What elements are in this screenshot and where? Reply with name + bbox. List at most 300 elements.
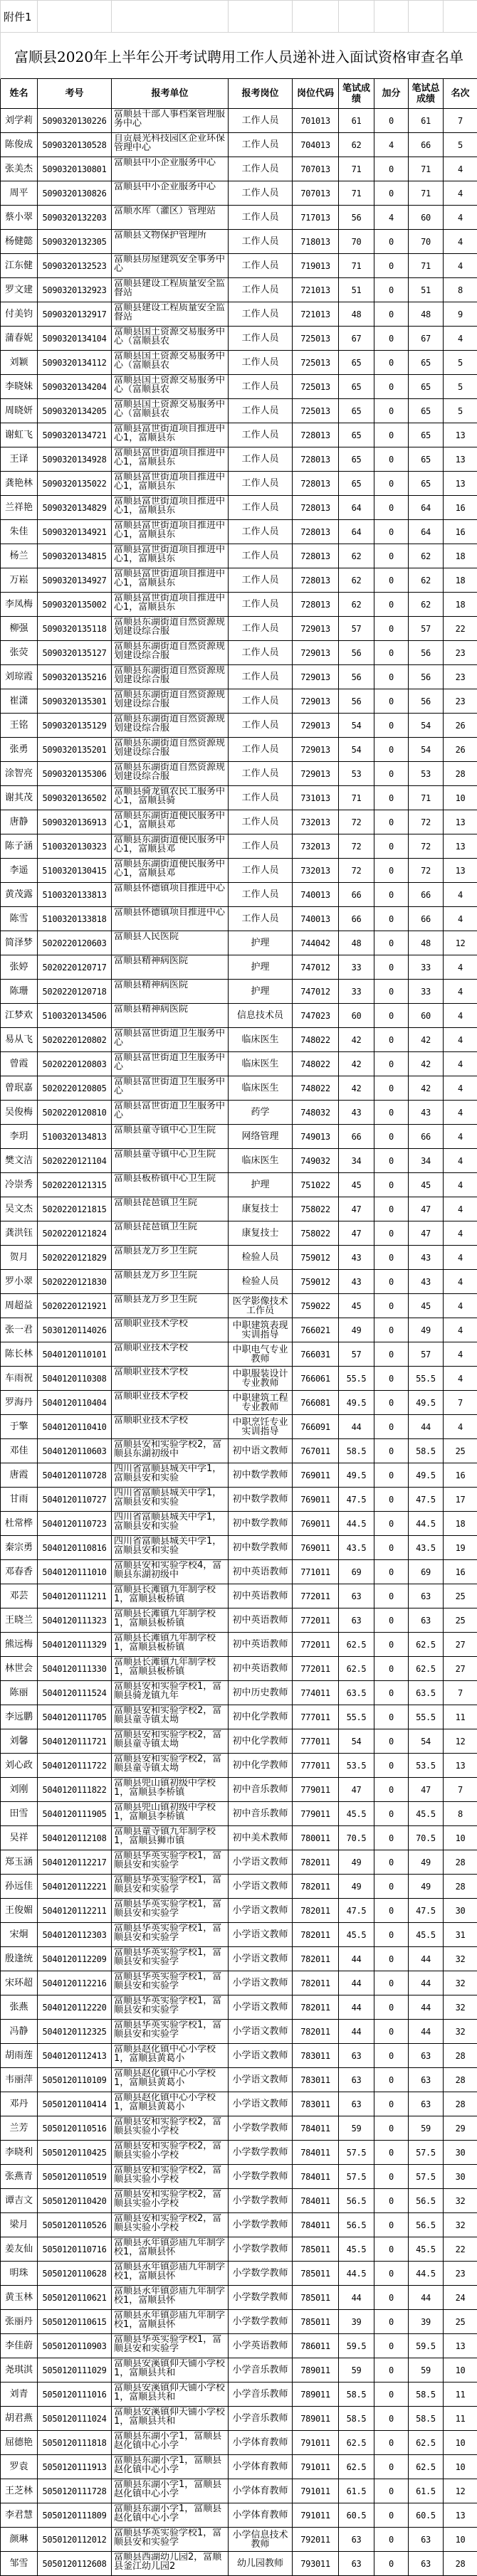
cell-unit xyxy=(112,496,229,520)
cell-position: 工作人员 xyxy=(229,834,293,859)
cell-name: 兰芳 xyxy=(1,2116,38,2141)
cell-rank: 4 xyxy=(444,1415,477,1439)
cell-name: 陈丽 xyxy=(1,1681,38,1705)
cell-bonus: 0 xyxy=(374,1173,409,1197)
cell-position: 工作人员 xyxy=(229,665,293,689)
cell-position-code: 791011 xyxy=(293,2479,339,2503)
cell-exam-number: 5050120111029 xyxy=(38,2358,112,2382)
cell-exam-number: 5040120112413 xyxy=(38,2044,112,2068)
cell-rank: 13 xyxy=(444,1754,477,1778)
cell-exam-number: 5090320135129 xyxy=(38,714,112,738)
cell-exam-number: 5050120111024 xyxy=(38,2407,112,2431)
cell-exam-number: 5090320134205 xyxy=(38,399,112,423)
cell-exam-number: 5090320135127 xyxy=(38,641,112,665)
cell-bonus: 0 xyxy=(374,810,409,834)
cell-rank: 32 xyxy=(444,2020,477,2044)
cell-written-score: 66 xyxy=(339,883,374,907)
table-row xyxy=(1,2262,477,2286)
cell-rank: 13 xyxy=(444,859,477,883)
cell-name: 唐静 xyxy=(1,810,38,834)
cell-name: 周平 xyxy=(1,181,38,206)
cell-unit xyxy=(112,1778,229,1802)
unit-text: 富顺县国土资源交易服务中心（富顺县农 xyxy=(114,351,228,370)
cell-name: 唐霞 xyxy=(1,1463,38,1488)
cell-name: 涂智亮 xyxy=(1,762,38,786)
table-row xyxy=(1,1463,477,1488)
cell-written-score: 55.5 xyxy=(339,1367,374,1391)
cell-unit xyxy=(112,181,229,206)
cell-written-score: 72 xyxy=(339,810,374,834)
header-total-score: 笔试总成绩 xyxy=(409,79,444,109)
cell-name: 颜琳 xyxy=(1,2528,38,2552)
cell-written-score: 59.5 xyxy=(339,2334,374,2358)
cell-unit xyxy=(112,1463,229,1488)
cell-name: 陈雪 xyxy=(1,907,38,931)
cell-unit xyxy=(112,617,229,641)
cell-written-score: 58.5 xyxy=(339,1439,374,1463)
cell-name: 谢其茂 xyxy=(1,786,38,810)
unit-text: 富顺县富世街道项目推进中心1，富顺县东 xyxy=(114,593,228,612)
cell-written-score: 44 xyxy=(339,2286,374,2310)
cell-bonus: 0 xyxy=(374,1584,409,1608)
unit-text: 富顺县东湖街道便民服务中心1，富顺县邓 xyxy=(114,835,228,854)
cell-name: 柳强 xyxy=(1,617,38,641)
cell-position-code: 772011 xyxy=(293,1657,339,1681)
cell-written-score: 69 xyxy=(339,1560,374,1584)
cell-bonus: 0 xyxy=(374,1681,409,1705)
attachment-row xyxy=(1,1,477,33)
cell-position: 小学语文教师 xyxy=(229,2092,293,2116)
cell-exam-number: 5090320135216 xyxy=(38,665,112,689)
cell-exam-number: 5090320136502 xyxy=(38,786,112,810)
cell-unit xyxy=(112,2213,229,2237)
header-unit: 报考单位 xyxy=(112,79,229,109)
cell-position: 护理 xyxy=(229,980,293,1004)
table-row xyxy=(1,133,477,157)
cell-unit xyxy=(112,883,229,907)
cell-exam-number: 5050120110621 xyxy=(38,2286,112,2310)
cell-name: 刘馨 xyxy=(1,1729,38,1754)
cell-exam-number: 5040120111822 xyxy=(38,1778,112,1802)
unit-text: 富顺县东湖小学1，富顺县赵化镇中心小学 xyxy=(114,2432,228,2450)
cell-position: 小学数学教师 xyxy=(229,2237,293,2262)
cell-bonus: 0 xyxy=(374,907,409,931)
cell-bonus: 0 xyxy=(374,641,409,665)
unit-text: 富顺县永年镇彭庙九年制学校1，富顺县怀 xyxy=(114,2262,228,2281)
cell-position-code: 728013 xyxy=(293,544,339,568)
cell-exam-number: 5090320135022 xyxy=(38,472,112,496)
table-row xyxy=(1,1536,477,1560)
cell-written-score: 34 xyxy=(339,1149,374,1173)
cell-position: 小学体育教师 xyxy=(229,2455,293,2479)
cell-position: 小学音乐教师 xyxy=(229,2382,293,2407)
cell-written-score: 56 xyxy=(339,206,374,230)
cell-name: 邓春香 xyxy=(1,1560,38,1584)
cell-position: 小学数学教师 xyxy=(229,2189,293,2213)
cell-exam-number: 5020220121104 xyxy=(38,1149,112,1173)
cell-exam-number: 5040120111705 xyxy=(38,1705,112,1729)
table-row xyxy=(1,496,477,520)
cell-unit xyxy=(112,1512,229,1536)
cell-position-code: 766021 xyxy=(293,1318,339,1342)
cell-bonus: 0 xyxy=(374,2189,409,2213)
table-row xyxy=(1,2503,477,2528)
cell-position-code: 729013 xyxy=(293,762,339,786)
unit-text: 四川省富顺县城关中学1，富顺县安和实验 xyxy=(114,1464,228,1483)
cell-unit xyxy=(112,1052,229,1076)
table-row xyxy=(1,423,477,447)
cell-rank: 9 xyxy=(444,302,477,327)
cell-position: 信息技术员 xyxy=(229,1004,293,1028)
cell-written-score: 44 xyxy=(339,1971,374,1995)
unit-text: 富顺县东湖街道自然资源规划建设综合服 xyxy=(114,763,228,781)
unit-text: 富顺县文物保护管理所 xyxy=(114,230,228,240)
cell-total-score: 57.5 xyxy=(409,2165,444,2189)
cell-written-score: 62 xyxy=(339,593,374,617)
cell-name: 罗袁 xyxy=(1,2455,38,2479)
unit-text: 富顺县安和实验学校2，富顺县童寺镇太坳 xyxy=(114,1730,228,1749)
cell-unit xyxy=(112,2092,229,2116)
unit-text: 富顺县华英实验学校1，富顺县安和实验学 xyxy=(114,2528,228,2547)
cell-bonus: 0 xyxy=(374,1729,409,1754)
cell-rank: 4 xyxy=(444,1342,477,1367)
cell-position-code: 792011 xyxy=(293,2528,339,2552)
unit-text: 富顺县房屋建筑安全事务中心 xyxy=(114,255,228,273)
cell-name: 冯静 xyxy=(1,2020,38,2044)
cell-bonus: 0 xyxy=(374,2116,409,2141)
cell-total-score: 57.5 xyxy=(409,2141,444,2165)
unit-text: 富顺县龙万乡卫生院 xyxy=(114,1246,228,1256)
cell-position-code: 772011 xyxy=(293,1584,339,1608)
cell-exam-number: 5050120111809 xyxy=(38,2503,112,2528)
cell-rank: 4 xyxy=(444,955,477,980)
cell-rank: 4 xyxy=(444,254,477,278)
cell-unit xyxy=(112,2479,229,2503)
cell-position: 小学数学教师 xyxy=(229,2141,293,2165)
cell-written-score: 56 xyxy=(339,641,374,665)
cell-bonus: 0 xyxy=(374,2092,409,2116)
unit-text: 富顺县兜山镇初级中学校1，富顺县李桥镇 xyxy=(114,1779,228,1797)
cell-written-score: 65 xyxy=(339,447,374,472)
cell-position: 小学语文教师 xyxy=(229,1899,293,1923)
cell-position: 工作人员 xyxy=(229,738,293,762)
cell-total-score: 54 xyxy=(409,738,444,762)
cell-bonus: 0 xyxy=(374,738,409,762)
cell-bonus: 0 xyxy=(374,1971,409,1995)
cell-position: 小学语文教师 xyxy=(229,1850,293,1875)
unit-text: 富顺县安和实验学校2，富顺县东湖初级中 xyxy=(114,1440,228,1458)
cell-written-score: 45 xyxy=(339,1294,374,1318)
cell-position-code: 749013 xyxy=(293,1125,339,1149)
table-row xyxy=(1,109,477,133)
cell-bonus: 0 xyxy=(374,1923,409,1947)
cell-name: 张丽丹 xyxy=(1,2310,38,2334)
cell-unit xyxy=(112,1657,229,1681)
title-row xyxy=(1,33,477,79)
cell-written-score: 62.5 xyxy=(339,1657,374,1681)
table-row xyxy=(1,1197,477,1221)
cell-name: 熊远梅 xyxy=(1,1633,38,1657)
cell-position: 工作人员 xyxy=(229,278,293,302)
table-row xyxy=(1,230,477,254)
cell-bonus: 0 xyxy=(374,254,409,278)
cell-exam-number: 5020220121815 xyxy=(38,1197,112,1221)
cell-unit xyxy=(112,206,229,230)
table-row xyxy=(1,786,477,810)
cell-position-code: 747023 xyxy=(293,1004,339,1028)
cell-total-score: 71 xyxy=(409,254,444,278)
cell-position-code: 766061 xyxy=(293,1367,339,1391)
cell-exam-number: 5050120110716 xyxy=(38,2237,112,2262)
unit-text: 富顺县东湖街道自然资源规划建设综合服 xyxy=(114,642,228,660)
cell-position-code: 782011 xyxy=(293,1875,339,1899)
cell-bonus: 0 xyxy=(374,520,409,544)
cell-exam-number: 5040120112209 xyxy=(38,1947,112,1971)
cell-rank: 13 xyxy=(444,447,477,472)
cell-rank: 11 xyxy=(444,2407,477,2431)
cell-written-score: 63.5 xyxy=(339,1681,374,1705)
unit-text: 富顺水库（灌区）管理站 xyxy=(114,206,228,216)
table-row xyxy=(1,1705,477,1729)
cell-rank: 32 xyxy=(444,1971,477,1995)
cell-position: 初中语文教师 xyxy=(229,1439,293,1463)
cell-rank: 23 xyxy=(444,689,477,714)
cell-position: 工作人员 xyxy=(229,109,293,133)
table-row xyxy=(1,1028,477,1052)
cell-written-score: 63 xyxy=(339,2528,374,2552)
cell-rank: 22 xyxy=(444,2237,477,2262)
table-row xyxy=(1,2286,477,2310)
cell-bonus: 0 xyxy=(374,568,409,593)
unit-text: 富顺县安溪镇仰天铺小学校1，富顺县共和 xyxy=(114,2383,228,2402)
cell-exam-number: 5020220121315 xyxy=(38,1173,112,1197)
cell-bonus: 0 xyxy=(374,1415,409,1439)
cell-name: 王俊媚 xyxy=(1,1899,38,1923)
cell-rank: 25 xyxy=(444,1439,477,1463)
table-row xyxy=(1,762,477,786)
cell-name: 张荧 xyxy=(1,641,38,665)
cell-written-score: 65 xyxy=(339,472,374,496)
cell-written-score: 65 xyxy=(339,351,374,375)
cell-position: 工作人员 xyxy=(229,883,293,907)
cell-total-score: 65 xyxy=(409,447,444,472)
cell-position-code: 784011 xyxy=(293,2189,339,2213)
cell-position: 护理 xyxy=(229,1173,293,1197)
cell-position: 工作人员 xyxy=(229,568,293,593)
unit-text: 富顺县富世街道项目推进中心1，富顺县东 xyxy=(114,545,228,563)
cell-total-score: 49 xyxy=(409,1318,444,1342)
cell-name: 江梦欢 xyxy=(1,1004,38,1028)
cell-rank: 4 xyxy=(444,1270,477,1294)
cell-total-score: 61 xyxy=(409,109,444,133)
cell-rank: 28 xyxy=(444,2552,477,2576)
table-row xyxy=(1,1270,477,1294)
unit-text: 富顺县安溪镇仰天铺小学校1，富顺县共和 xyxy=(114,2407,228,2426)
cell-written-score: 57.5 xyxy=(339,2141,374,2165)
table-row xyxy=(1,834,477,859)
cell-written-score: 44 xyxy=(339,2020,374,2044)
cell-position: 初中音乐教师 xyxy=(229,1802,293,1826)
cell-name: 罗小翠 xyxy=(1,1270,38,1294)
cell-position-code: 777011 xyxy=(293,1705,339,1729)
cell-unit xyxy=(112,1850,229,1875)
cell-position: 初中历史教师 xyxy=(229,1681,293,1705)
cell-bonus: 0 xyxy=(374,883,409,907)
table-row xyxy=(1,2020,477,2044)
cell-written-score: 43 xyxy=(339,1270,374,1294)
table-row xyxy=(1,1246,477,1270)
cell-name: 李晓利 xyxy=(1,2141,38,2165)
cell-rank: 24 xyxy=(444,2286,477,2310)
cell-bonus: 0 xyxy=(374,665,409,689)
cell-total-score: 48 xyxy=(409,931,444,955)
cell-unit xyxy=(112,859,229,883)
cell-bonus: 0 xyxy=(374,1802,409,1826)
unit-text: 富顺县长滩镇九年制学校1，富顺县板桥镇 xyxy=(114,1585,228,1604)
cell-unit xyxy=(112,1633,229,1657)
cell-exam-number: 5090320134204 xyxy=(38,375,112,399)
cell-rank: 32 xyxy=(444,2189,477,2213)
cell-exam-number: 5040120110101 xyxy=(38,1342,112,1367)
cell-total-score: 63 xyxy=(409,2044,444,2068)
cell-written-score: 44 xyxy=(339,1415,374,1439)
unit-text: 富顺县国土资源交易服务中心（富顺县农 xyxy=(114,400,228,418)
cell-bonus: 0 xyxy=(374,1221,409,1246)
cell-exam-number: 5040120110308 xyxy=(38,1367,112,1391)
cell-rank: 32 xyxy=(444,2213,477,2237)
cell-exam-number: 5020220120718 xyxy=(38,980,112,1004)
cell-position: 临床医生 xyxy=(229,1028,293,1052)
cell-position: 护理 xyxy=(229,955,293,980)
cell-bonus: 0 xyxy=(374,375,409,399)
cell-bonus: 0 xyxy=(374,1754,409,1778)
cell-name: 刘心政 xyxy=(1,1754,38,1778)
unit-text: 富顺县东湖街道自然资源规划建设综合服 xyxy=(114,618,228,636)
cell-total-score: 71 xyxy=(409,157,444,181)
cell-bonus: 4 xyxy=(374,206,409,230)
table-row xyxy=(1,447,477,472)
unit-text: 富顺县骑龙镇农民工服务中心1，富顺县骑 xyxy=(114,787,228,805)
table-row xyxy=(1,1802,477,1826)
cell-total-score: 72 xyxy=(409,834,444,859)
cell-total-score: 63 xyxy=(409,2092,444,2116)
cell-name: 杨健懿 xyxy=(1,230,38,254)
cell-total-score: 64 xyxy=(409,520,444,544)
cell-rank: 4 xyxy=(444,907,477,931)
cell-position: 初中英语教师 xyxy=(229,1584,293,1608)
cell-name: 王译 xyxy=(1,447,38,472)
unit-text: 富顺县东湖小学1，富顺县赵化镇中心小学 xyxy=(114,2456,228,2474)
cell-unit xyxy=(112,399,229,423)
cell-position: 小学语文教师 xyxy=(229,1875,293,1899)
cell-exam-number: 5040120111329 xyxy=(38,1633,112,1657)
cell-unit xyxy=(112,1149,229,1173)
cell-position: 工作人员 xyxy=(229,617,293,641)
cell-position-code: 748022 xyxy=(293,1076,339,1101)
cell-rank: 4 xyxy=(444,1004,477,1028)
cell-name: 殷逢统 xyxy=(1,1947,38,1971)
cell-position-code: 701013 xyxy=(293,109,339,133)
cell-exam-number: 5040120110727 xyxy=(38,1488,112,1512)
cell-unit xyxy=(112,2358,229,2382)
cell-position: 工作人员 xyxy=(229,254,293,278)
cell-total-score: 47.5 xyxy=(409,1899,444,1923)
cell-written-score: 39 xyxy=(339,2310,374,2334)
cell-bonus: 0 xyxy=(374,351,409,375)
table-row xyxy=(1,375,477,399)
cell-position: 小学数学教师 xyxy=(229,2262,293,2286)
cell-rank: 18 xyxy=(444,1512,477,1536)
cell-name: 樊文洁 xyxy=(1,1149,38,1173)
cell-name: 蔡小翠 xyxy=(1,206,38,230)
cell-name: 吴文杰 xyxy=(1,1197,38,1221)
cell-exam-number: 5090320132923 xyxy=(38,278,112,302)
cell-bonus: 0 xyxy=(374,1052,409,1076)
cell-unit xyxy=(112,1391,229,1415)
unit-text: 富顺县富世街道卫生服务中心 xyxy=(114,1101,228,1120)
cell-bonus: 0 xyxy=(374,1246,409,1270)
cell-position: 中职建筑表现实训指导 xyxy=(229,1318,293,1342)
cell-rank: 13 xyxy=(444,472,477,496)
cell-total-score: 54 xyxy=(409,714,444,738)
cell-rank: 12 xyxy=(444,2479,477,2503)
cell-total-score: 45.5 xyxy=(409,1923,444,1947)
cell-unit xyxy=(112,1004,229,1028)
cell-position-code: 740013 xyxy=(293,883,339,907)
cell-position: 工作人员 xyxy=(229,181,293,206)
cell-position-code: 729013 xyxy=(293,617,339,641)
cell-rank: 23 xyxy=(444,2262,477,2286)
cell-total-score: 47.5 xyxy=(409,1488,444,1512)
cell-unit xyxy=(112,1899,229,1923)
cell-written-score: 49 xyxy=(339,1850,374,1875)
cell-unit xyxy=(112,2528,229,2552)
cell-position-code: 767011 xyxy=(293,1439,339,1463)
cell-rank: 7 xyxy=(444,1391,477,1415)
unit-text: 富顺县长滩镇九年制学校1，富顺县板桥镇 xyxy=(114,1609,228,1628)
cell-total-score: 66 xyxy=(409,1125,444,1149)
cell-written-score: 43.5 xyxy=(339,1536,374,1560)
cell-name: 梁月 xyxy=(1,2213,38,2237)
table-row xyxy=(1,907,477,931)
cell-rank: 4 xyxy=(444,1294,477,1318)
unit-text: 富顺县国土资源交易服务中心（富顺县农 xyxy=(114,327,228,346)
cell-position-code: 740013 xyxy=(293,907,339,931)
cell-rank: 16 xyxy=(444,520,477,544)
cell-written-score: 45 xyxy=(339,1173,374,1197)
cell-written-score: 54 xyxy=(339,738,374,762)
cell-exam-number: 5040120112325 xyxy=(38,2020,112,2044)
cell-written-score: 63 xyxy=(339,2092,374,2116)
cell-unit xyxy=(112,2286,229,2310)
cell-total-score: 42 xyxy=(409,1076,444,1101)
unit-text: 富顺县兜山镇初级中学校1，富顺县李桥镇 xyxy=(114,1803,228,1821)
cell-name: 林世会 xyxy=(1,1657,38,1681)
cell-unit xyxy=(112,1367,229,1391)
cell-position-code: 707013 xyxy=(293,157,339,181)
unit-text: 富顺县东湖小学1，富顺县赵化镇中心小学 xyxy=(114,2480,228,2498)
cell-total-score: 63 xyxy=(409,1608,444,1633)
cell-exam-number: 5040120111211 xyxy=(38,1584,112,1608)
cell-rank: 28 xyxy=(444,2068,477,2092)
cell-rank: 12 xyxy=(444,1729,477,1754)
cell-position: 护理 xyxy=(229,931,293,955)
cell-position: 工作人员 xyxy=(229,230,293,254)
table-row xyxy=(1,955,477,980)
cell-total-score: 62.5 xyxy=(409,1657,444,1681)
cell-name: 陈珊 xyxy=(1,980,38,1004)
cell-total-score: 58.5 xyxy=(409,1439,444,1463)
